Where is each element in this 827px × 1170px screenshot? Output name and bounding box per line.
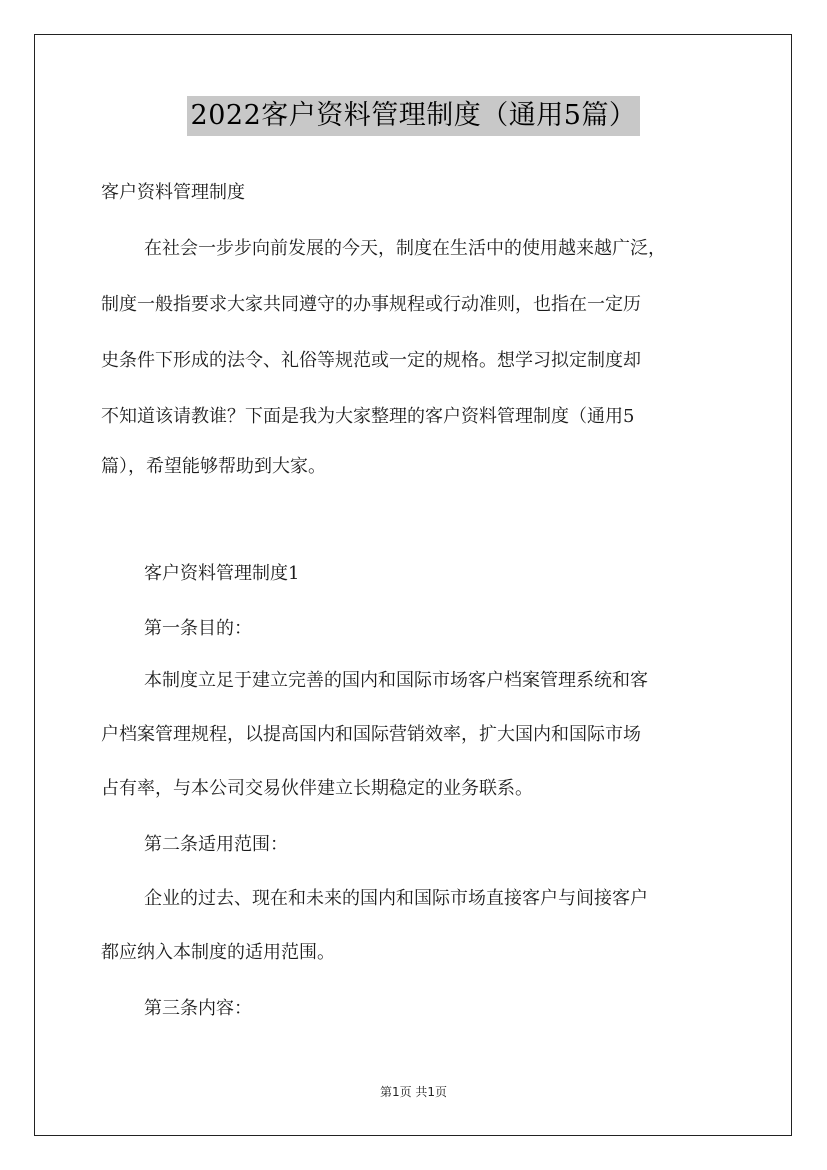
article2-heading: 第二条适用范围： <box>144 834 288 855</box>
title-wrap <box>0 96 827 136</box>
article1-line-2: 户档案管理规程，以提高国内和国际营销效率，扩大国内和国际市场 <box>101 724 641 745</box>
document-title: 2022客户资料管理制度（通用5篇） <box>187 96 641 136</box>
intro-line-3: 史条件下形成的法令、礼俗等规范或一定的规格。想学习拟定制度却 <box>101 350 641 371</box>
article1-line-3: 占有率，与本公司交易伙伴建立长期稳定的业务联系。 <box>101 778 533 799</box>
section-heading: 客户资料管理制度1 <box>144 563 300 584</box>
intro-line-1: 在社会一步步向前发展的今天，制度在生活中的使用越来越广泛， <box>144 238 666 259</box>
intro-line-5: 篇），希望能够帮助到大家。 <box>101 456 326 477</box>
article1-line-1: 本制度立足于建立完善的国内和国际市场客户档案管理系统和客 <box>144 670 648 691</box>
intro-line-4: 不知道该请教谁？下面是我为大家整理的客户资料管理制度（通用5 <box>101 406 635 427</box>
article3-heading: 第三条内容： <box>144 998 252 1019</box>
article2-line-2: 都应纳入本制度的适用范围。 <box>101 942 335 963</box>
subtitle: 客户资料管理制度 <box>101 182 245 203</box>
intro-line-2: 制度一般指要求大家共同遵守的办事规程或行动准则，也指在一定历 <box>101 294 641 315</box>
article2-line-1: 企业的过去、现在和未来的国内和国际市场直接客户与间接客户 <box>144 888 648 909</box>
article1-heading: 第一条目的： <box>144 618 252 639</box>
page-footer: 第1页 共1页 <box>379 1085 448 1099</box>
